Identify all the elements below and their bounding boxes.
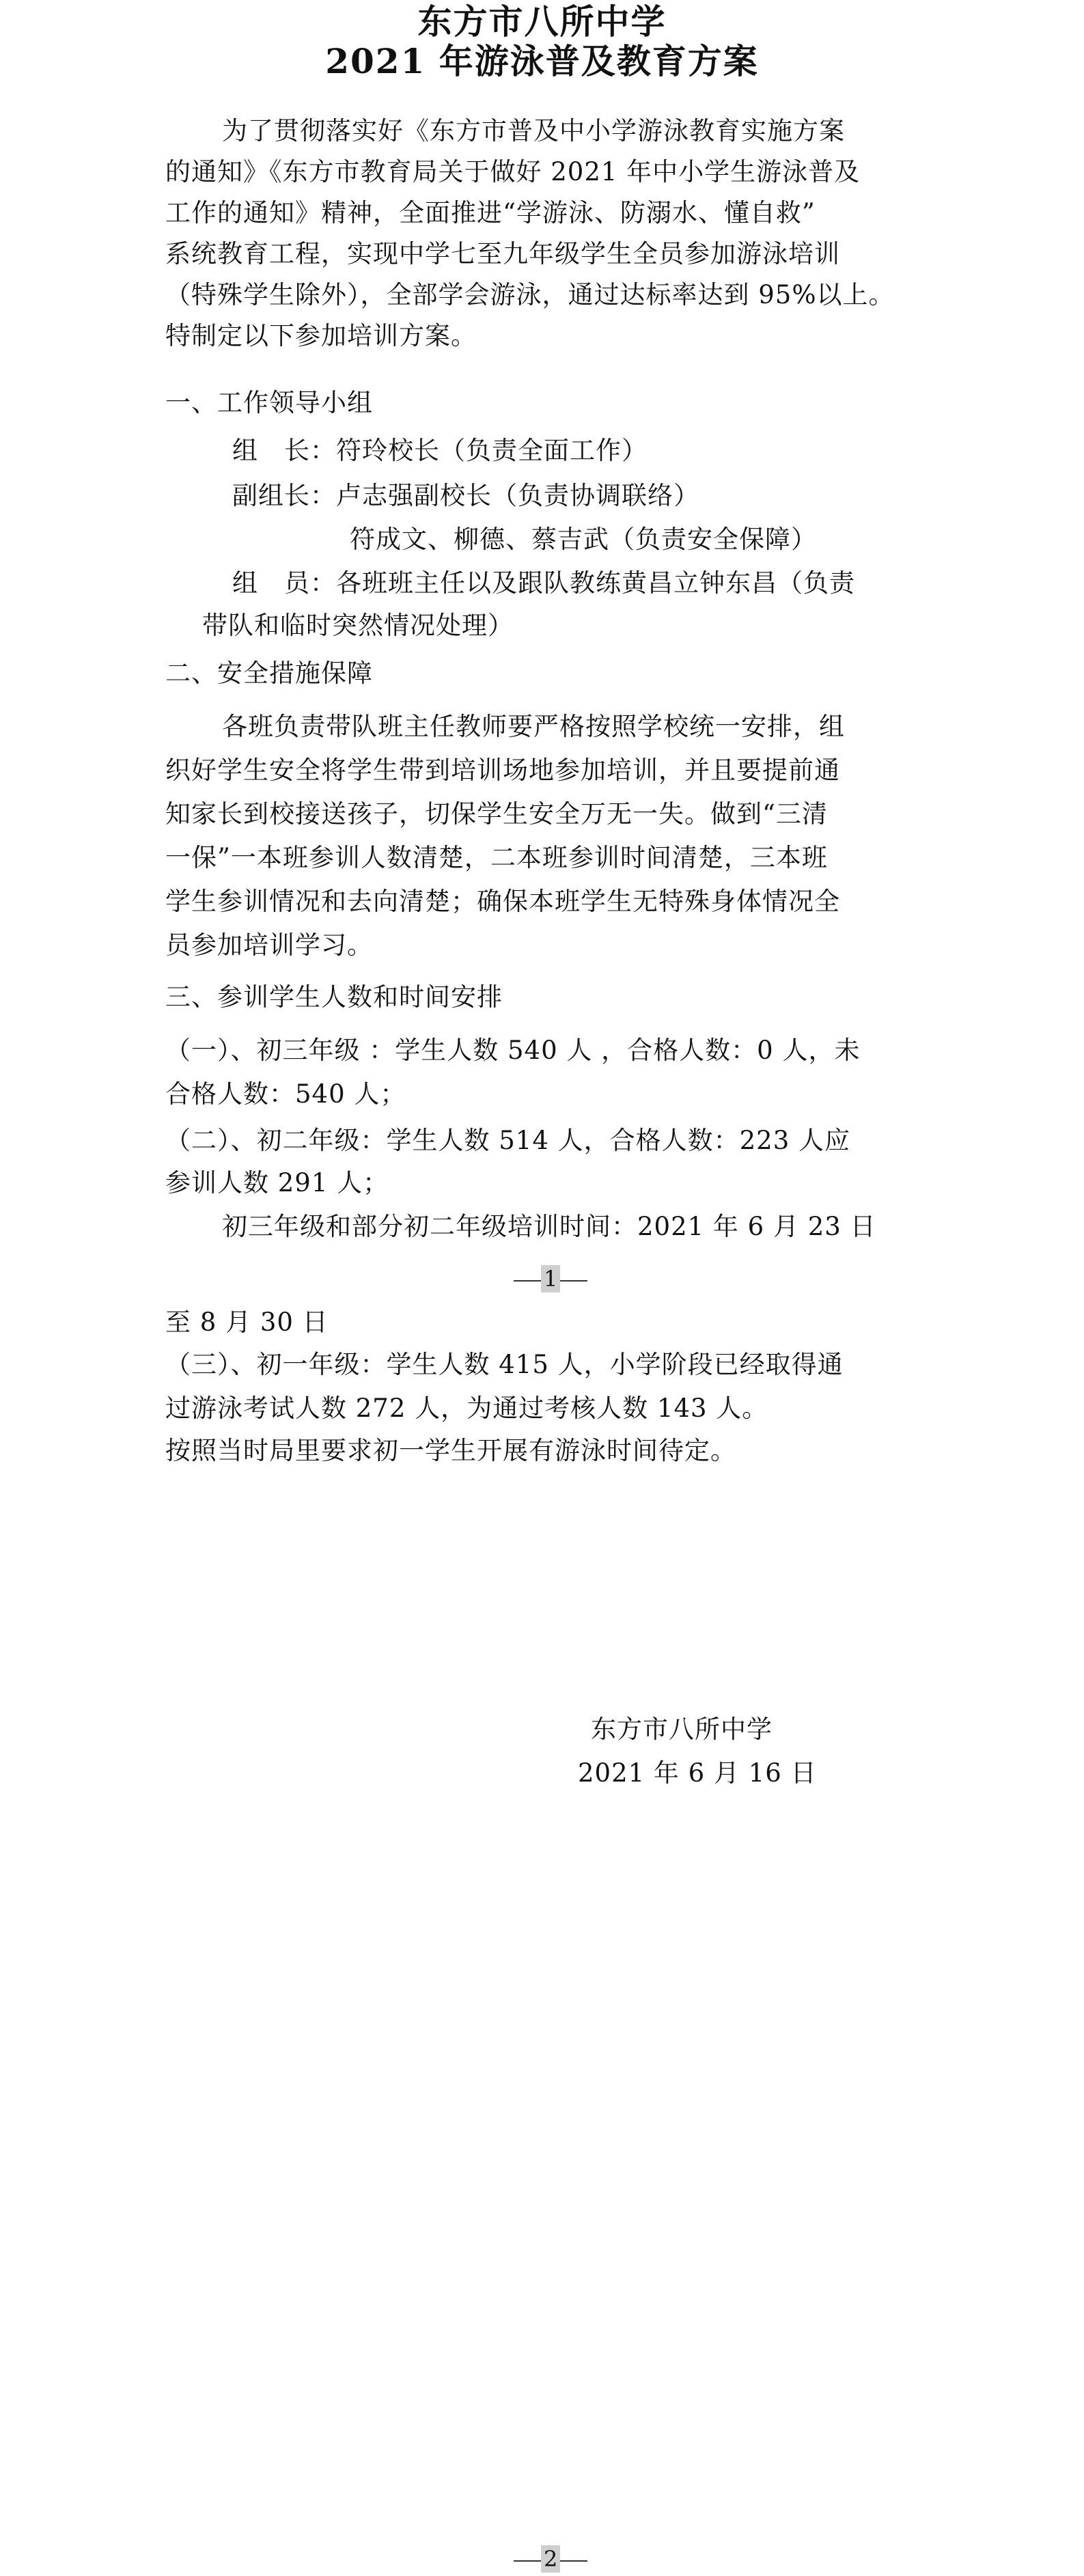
page-number-dash [514, 2560, 541, 2562]
safety-line: 员参加培训学习。 [165, 930, 373, 960]
page-number-value: 2 [541, 2545, 560, 2573]
grade-line: 过游泳考试人数 272 人，为通过考核人数 143 人。 [165, 1394, 768, 1423]
page-number-value: 1 [541, 1265, 560, 1292]
safety-line: 学生参训情况和去向清楚；确保本班学生无特殊身体情况全 [165, 887, 840, 916]
page-number [514, 1265, 587, 1292]
grade-line: 参训人数 291 人； [165, 1168, 389, 1197]
schedule-line: 至 8 月 30 日 [165, 1307, 329, 1337]
document-title-line2: 2021 年游泳普及教育方案 [325, 41, 759, 81]
section-heading: 二、安全措施保障 [165, 659, 373, 688]
safety-line: 一保”一本班参训人数清楚，二本班参训时间清楚，三本班 [165, 843, 828, 872]
grade-line: 按照当时局里要求初一学生开展有游泳时间待定。 [165, 1436, 736, 1465]
document-title-line1: 东方市八所中学 [417, 1, 667, 42]
safety-line: 各班负责带队班主任教师要严格按照学校统一安排，组 [222, 712, 845, 741]
page-number-dash [560, 2560, 587, 2562]
grade-line: （三）、初一年级：学生人数 415 人，小学阶段已经取得通 [165, 1350, 844, 1379]
grade-line: 合格人数：540 人； [165, 1079, 406, 1109]
grade-line: （二）、初二年级：学生人数 514 人，合格人数：223 人应 [165, 1126, 851, 1155]
deputy-leader-line: 副组长：卢志强副校长（负责协调联络） [232, 481, 699, 510]
signature-date: 2021 年 6 月 16 日 [578, 1758, 817, 1788]
intro-line: 为了贯彻落实好《东方市普及中小学游泳教育实施方案 [222, 116, 845, 146]
intro-line: 特制定以下参加培训方案。 [165, 321, 477, 350]
signature-organization: 东方市八所中学 [591, 1715, 773, 1744]
page-number-dash [560, 1280, 587, 1282]
intro-line: （特殊学生除外），全部学会游泳，通过达标率达到 95%以上。 [165, 280, 895, 309]
intro-line: 的通知》《东方市教育局关于做好 2021 年中小学生游泳普及 [165, 157, 861, 186]
safety-line: 织好学生安全将学生带到培训场地参加培训，并且要提前通 [165, 756, 840, 785]
leader-line: 组 长：符玲校长（负责全面工作） [232, 436, 648, 465]
page-number-dash [514, 1280, 541, 1282]
member-line: 带队和临时突然情况处理） [202, 611, 514, 640]
member-line: 组 员：各班班主任以及跟队教练黄昌立钟东昌（负责 [232, 568, 855, 598]
intro-line: 系统教育工程，实现中学七至九年级学生全员参加游泳培训 [165, 239, 840, 268]
schedule-line: 初三年级和部分初二年级培训时间：2021 年 6 月 23 日 [222, 1212, 876, 1241]
intro-line: 工作的通知》精神，全面推进“学游泳、防溺水、懂自救” [165, 198, 816, 227]
grade-line: （一）、初三年级 ：学生人数 540 人 ，合格人数：0 人，未 [165, 1036, 861, 1065]
deputy-leader-line: 符成文、柳德、蔡吉武（负责安全保障） [350, 525, 817, 554]
page-number [514, 2545, 587, 2573]
safety-line: 知家长到校接送孩子，切保学生安全万无一失。做到“三清 [165, 799, 828, 829]
section-heading: 三、参训学生人数和时间安排 [165, 982, 503, 1012]
section-heading: 一、工作领导小组 [165, 388, 373, 417]
